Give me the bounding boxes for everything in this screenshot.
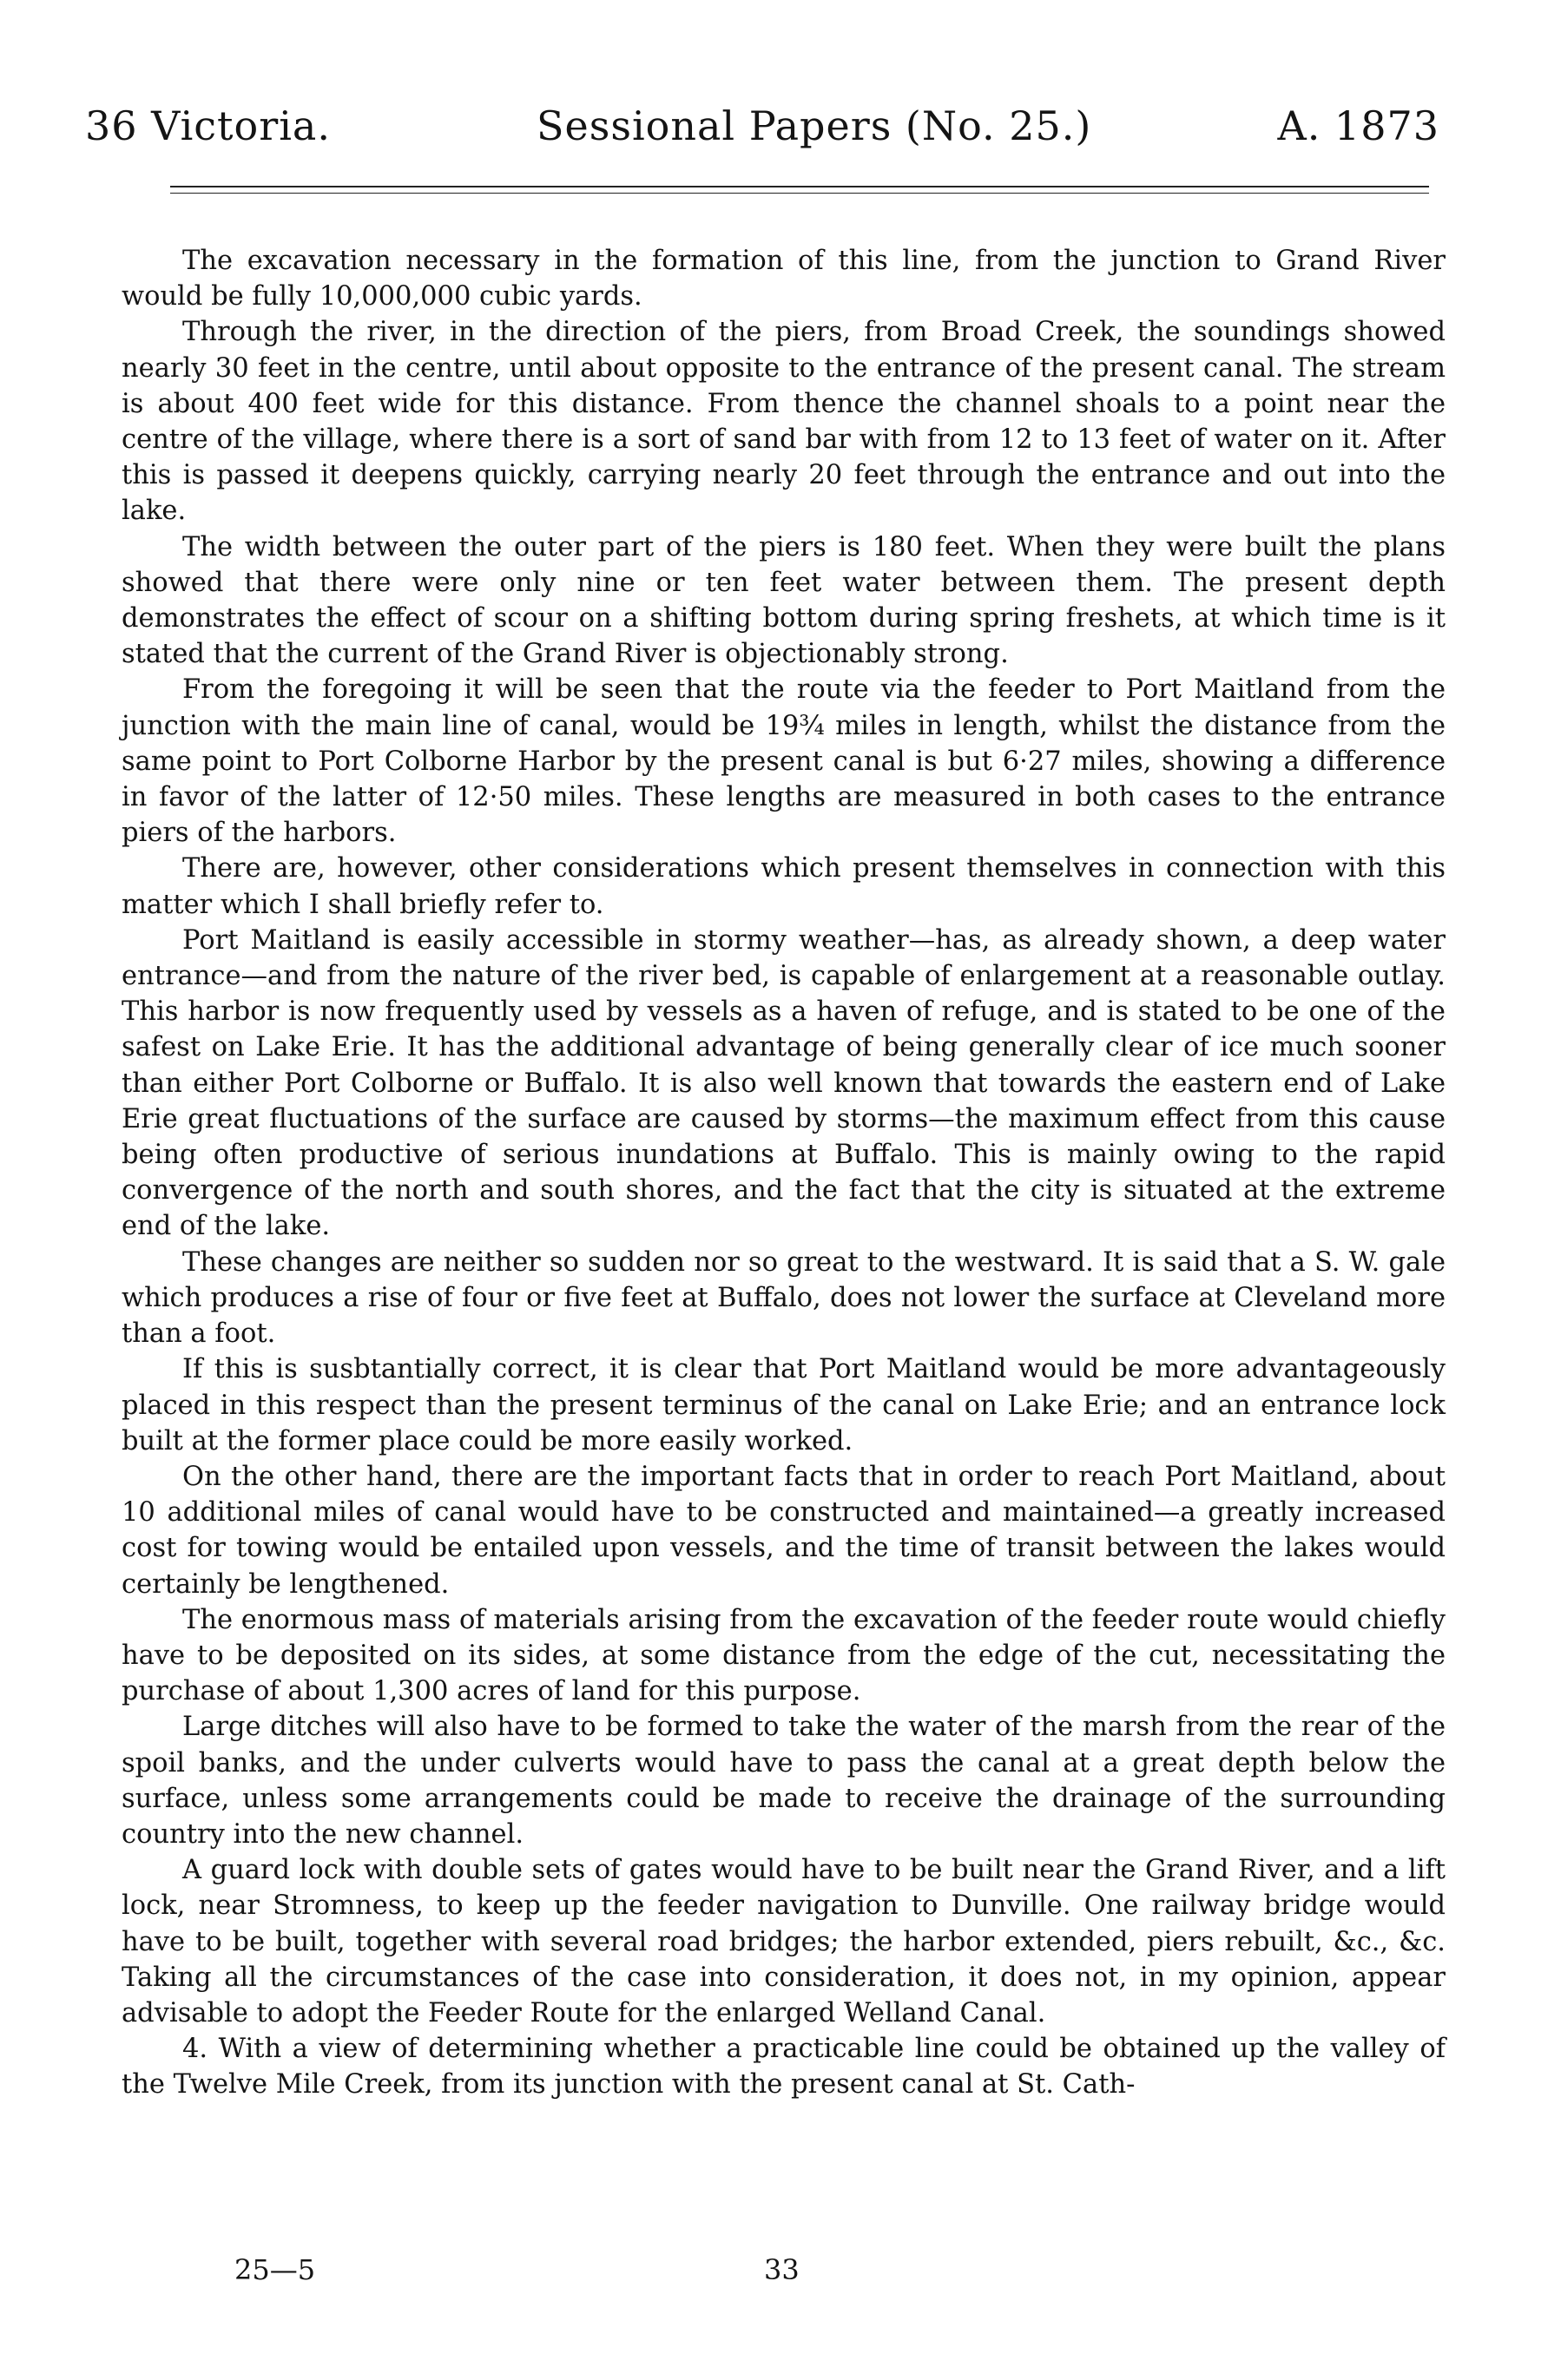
paragraph: The width between the outer part of the piers is 180 feet. When they were built the plans showed that there were only nine or ten feet water between them. The present depth demonstrates the effect of scour on a shifting bottom during spring freshets, at which time is it stated that the current of the Grand River is objectionably strong. — [122, 531, 1446, 670]
paragraph: Through the river, in the direction of the piers, from Broad Creek, the soundings showed nearly 30 feet in the centre, until about opposite to the entrance of the present canal. The stream is about 400 feet wide for this distance. From thence the channel shoals to a point near the centre of the village, where there is a sort of sand bar with from 12 to 13 feet of water on it. After this is passed it deepens quickly, carrying nearly 20 feet through the entrance and out into the lake. — [122, 317, 1446, 527]
paragraph: There are, however, other considerations which present themselves in connection with this matter which I shall briefly refer to. — [122, 853, 1446, 920]
header-rule — [170, 186, 1429, 187]
paragraph: If this is susbtantially correct, it is clear that Port Maitland would be more advantageously placed in this respect than the present terminus of the canal on Lake Erie; and an entrance lock built at the former place could be more easily worked. — [122, 1354, 1446, 1456]
header-rule-thin — [170, 193, 1429, 194]
header-title: Sessional Papers (No. 25.) — [537, 102, 1092, 149]
header-volume: 36 Victoria. — [85, 102, 331, 149]
paragraph: The enormous mass of materials arising from the excavation of the feeder route would chiefly have to be deposited on its sides, at some distance from the edge of the cut, necessitating the purchase of about 1,300 acres of land for this purpose. — [122, 1604, 1446, 1707]
page-header — [85, 102, 1439, 172]
body-text — [122, 243, 1446, 2103]
paragraph: A guard lock with double sets of gates would have to be built near the Grand River, and a lift lock, near Stromness, to keep up the feeder navigation to Dunville. One railway bridge would have to be built, together with several road bridges; the harbor extended, piers rebuilt, &c., &c. Taking all the circumstances of the case into consideration, it does not, in my opinion, appear advisable to adopt the Feeder Route for the enlarged Welland Canal. — [122, 1855, 1446, 2028]
page-footer — [122, 2253, 1446, 2297]
paragraph: 4. With a view of determining whether a practicable line could be obtained up the valley of the Twelve Mile Creek, from its junction with the present canal at St. Cath- — [122, 2034, 1446, 2101]
paragraph: On the other hand, there are the important facts that in order to reach Port Maitland, about 10 additional miles of canal would have to be constructed and maintained—a greatly increased cost for towing would be entailed upon vessels, and the time of transit between the lakes would certainly be lengthened. — [122, 1461, 1446, 1600]
paragraph: The excavation necessary in the formation of this line, from the junction to Grand River would be fully 10,000,000 cubic yards. — [122, 246, 1446, 312]
printer-signature: 25—5 — [234, 2253, 316, 2286]
page-number: 33 — [764, 2253, 800, 2286]
header-series: A. 1873 — [1277, 102, 1439, 149]
paragraph: From the foregoing it will be seen that the route via the feeder to Port Maitland from the junction with the main line of canal, would be 19¾ miles in length, whilst the distance from the same point to Port Colborne Harbor by the present canal is but 6·27 miles, showing a difference in favor of the latter of 12·50 miles. These lengths are measured in both cases to the entrance piers of the harbors. — [122, 674, 1446, 849]
paragraph: Large ditches will also have to be formed to take the water of the marsh from the rear of the spoil banks, and the under culverts would have to pass the canal at a great depth below the surface, unless some arrangements could be made to receive the drainage of the surrounding country into the new channel. — [122, 1712, 1446, 1850]
paragraph: These changes are neither so sudden nor so great to the westward. It is said that a S. W. gale which produces a rise of four or five feet at Buffalo, does not lower the surface at Cleveland more than a foot. — [122, 1246, 1446, 1350]
paragraph: Port Maitland is easily accessible in stormy weather—has, as already shown, a deep water entrance—and from the nature of the river bed, is capable of enlargement at a reasonable outlay. This harbor is now frequently used by vessels as a haven of refuge, and is stated to be one of the safest on Lake Erie. It has the additional advantage of being generally clear of ice much sooner than either Port Colborne or Buffalo. It is also well known that towards the eastern end of Lake Erie great fluctuations of the surface are caused by storms—the maximum effect from this cause being often productive of serious inundations at Buffalo. This is mainly owing to the rapid convergence of the north and south shores, and the fact that the city is situated at the extreme end of the lake. — [122, 924, 1446, 1242]
